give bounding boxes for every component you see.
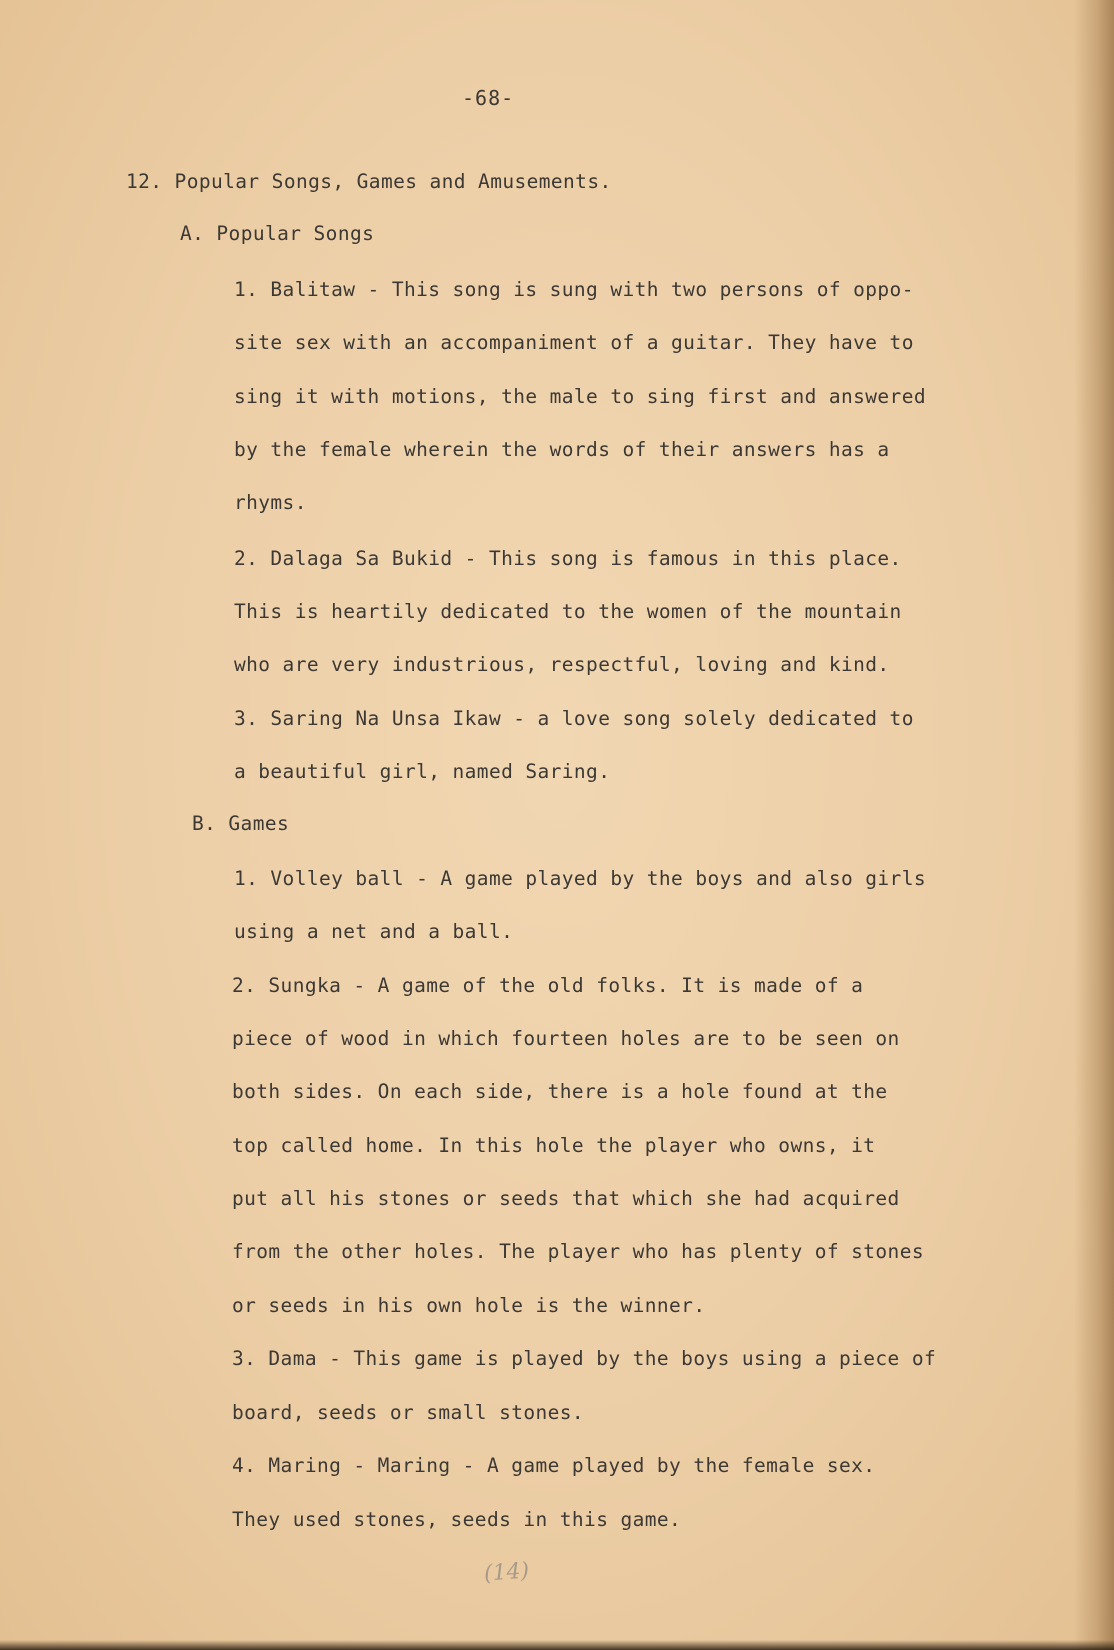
game-4-line-2: They used stones, seeds in this game. <box>232 1508 682 1531</box>
game-2-line-2: piece of wood in which fourteen holes are to be seen on <box>232 1027 900 1050</box>
song-1-line-2: site sex with an accompaniment of a guitar. They have to <box>234 331 914 354</box>
section-heading: 12. Popular Songs, Games and Amusements. <box>126 170 612 193</box>
game-2-line-7: or seeds in his own hole is the winner. <box>232 1294 706 1317</box>
song-2-line-3: who are very industrious, respectful, loving and kind. <box>234 653 890 676</box>
song-1-line-5: rhyms. <box>234 491 307 514</box>
song-2-line-1: 2. Dalaga Sa Bukid - This song is famous in this place. <box>234 547 902 570</box>
song-1-line-3: sing it with motions, the male to sing first and answered <box>234 385 926 408</box>
game-2-line-6: from the other holes. The player who has plenty of stones <box>232 1240 924 1263</box>
song-1-line-4: by the female wherein the words of their answers has a <box>234 438 890 461</box>
game-2-line-1: 2. Sungka - A game of the old folks. It is made of a <box>232 974 864 997</box>
game-2-line-3: both sides. On each side, there is a hole found at the <box>232 1080 888 1103</box>
page-edge-shadow <box>1074 0 1114 1650</box>
game-1-line-1: 1. Volley ball - A game played by the boys and also girls <box>234 867 926 890</box>
song-1-line-1: 1. Balitaw - This song is sung with two persons of oppo- <box>234 278 914 301</box>
song-3-line-2: a beautiful girl, named Saring. <box>234 760 611 783</box>
subsection-heading-songs: A. Popular Songs <box>180 222 375 245</box>
song-2-line-2: This is heartily dedicated to the women of the mountain <box>234 600 902 623</box>
subsection-heading-games: B. Games <box>192 812 290 835</box>
song-3-line-1: 3. Saring Na Unsa Ikaw - a love song solely dedicated to <box>234 707 914 730</box>
game-1-line-2: using a net and a ball. <box>234 920 514 943</box>
game-3-line-1: 3. Dama - This game is played by the boys using a piece of <box>232 1347 937 1370</box>
game-4-line-1: 4. Maring - Maring - A game played by the female sex. <box>232 1454 876 1477</box>
page-bottom-edge <box>0 1640 1114 1650</box>
page-number: -68- <box>462 86 515 110</box>
game-2-line-5: put all his stones or seeds that which she had acquired <box>232 1187 900 1210</box>
game-3-line-2: board, seeds or small stones. <box>232 1401 585 1424</box>
handwritten-page-mark: (14) <box>483 1558 530 1587</box>
game-2-line-4: top called home. In this hole the player who owns, it <box>232 1134 876 1157</box>
